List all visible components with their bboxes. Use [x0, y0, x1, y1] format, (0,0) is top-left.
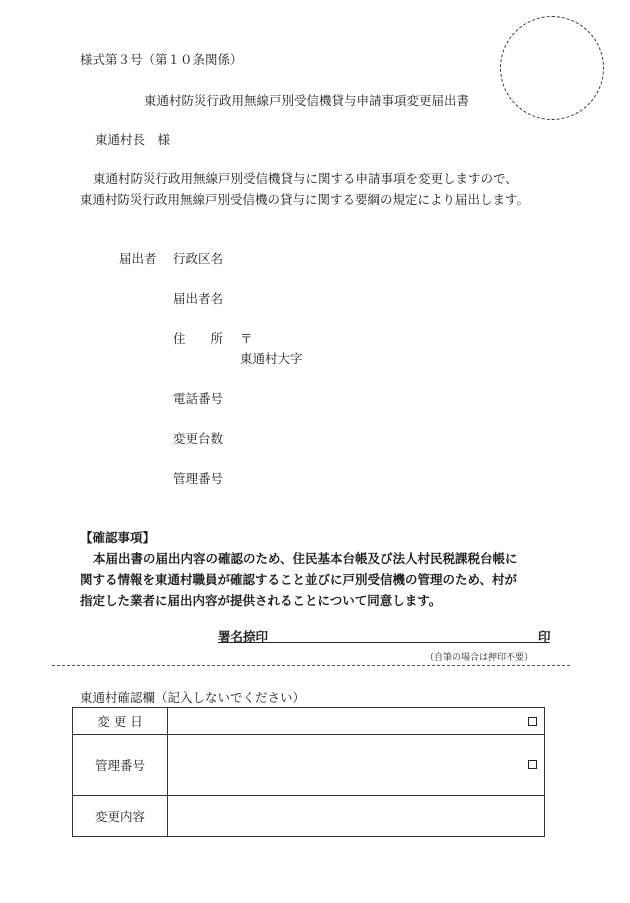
confirmation-heading: 【確認事項】 — [80, 530, 156, 545]
checkbox[interactable] — [528, 760, 537, 769]
village-check-table — [72, 707, 545, 837]
management-number-cell[interactable] — [168, 735, 545, 796]
address-label: 住 所 — [173, 331, 224, 346]
confirmation-line-2: 関する情報を東通村職員が確認すること並びに戸別受信機の管理のため、村が — [80, 572, 518, 587]
phone-label: 電話番号 — [173, 391, 224, 406]
change-details-cell[interactable] — [168, 796, 545, 837]
confirmation-line-1: 本届出書の届出内容の確認のため、住民基本台帳及び法人村民税課税台帳に — [93, 551, 518, 566]
document-title: 東通村防災行政用無線戸別受信機貸与申請事項変更届出書 — [144, 93, 470, 108]
form-number: 様式第３号（第１０条関係） — [80, 52, 243, 67]
change-details-label: 変更内容 — [73, 796, 168, 837]
signature-note: （自筆の場合は押印不要） — [425, 653, 534, 663]
village-check-title: 東通村確認欄（記入しないでください） — [80, 690, 306, 705]
intro-line-2: 東通村防災行政用無線戸別受信機の貸与に関する要綱の規定により届出します。 — [80, 192, 530, 207]
seal-mark: 印 — [538, 629, 551, 644]
applicant-label: 届出者 — [119, 251, 157, 266]
table-row — [73, 735, 545, 796]
address-prefix: 東通村大字 — [240, 351, 303, 366]
addressee: 東通村長 様 — [95, 132, 171, 147]
management-number-label: 管理番号 — [173, 471, 224, 486]
change-date-label: 変 更 日 — [73, 708, 168, 735]
table-row — [73, 796, 545, 837]
applicant-name-label: 届出者名 — [173, 291, 224, 306]
signature-label: 署名捺印 — [218, 629, 269, 644]
intro-line-1: 東通村防災行政用無線戸別受信機貸与に関する申請事項を変更しますので、 — [93, 171, 518, 186]
management-number-cell-label: 管理番号 — [73, 735, 168, 796]
table-row — [73, 708, 545, 735]
change-date-cell[interactable] — [168, 708, 545, 735]
stamp-circle — [500, 16, 604, 120]
signature-line — [218, 642, 550, 643]
cut-line — [52, 665, 570, 666]
confirmation-line-3: 指定した業者に届出内容が提供されることについて同意します。 — [80, 593, 442, 608]
change-count-label: 変更台数 — [173, 431, 224, 446]
district-name-label: 行政区名 — [173, 251, 224, 266]
checkbox[interactable] — [528, 717, 537, 726]
postal-mark: 〒 — [240, 331, 253, 346]
